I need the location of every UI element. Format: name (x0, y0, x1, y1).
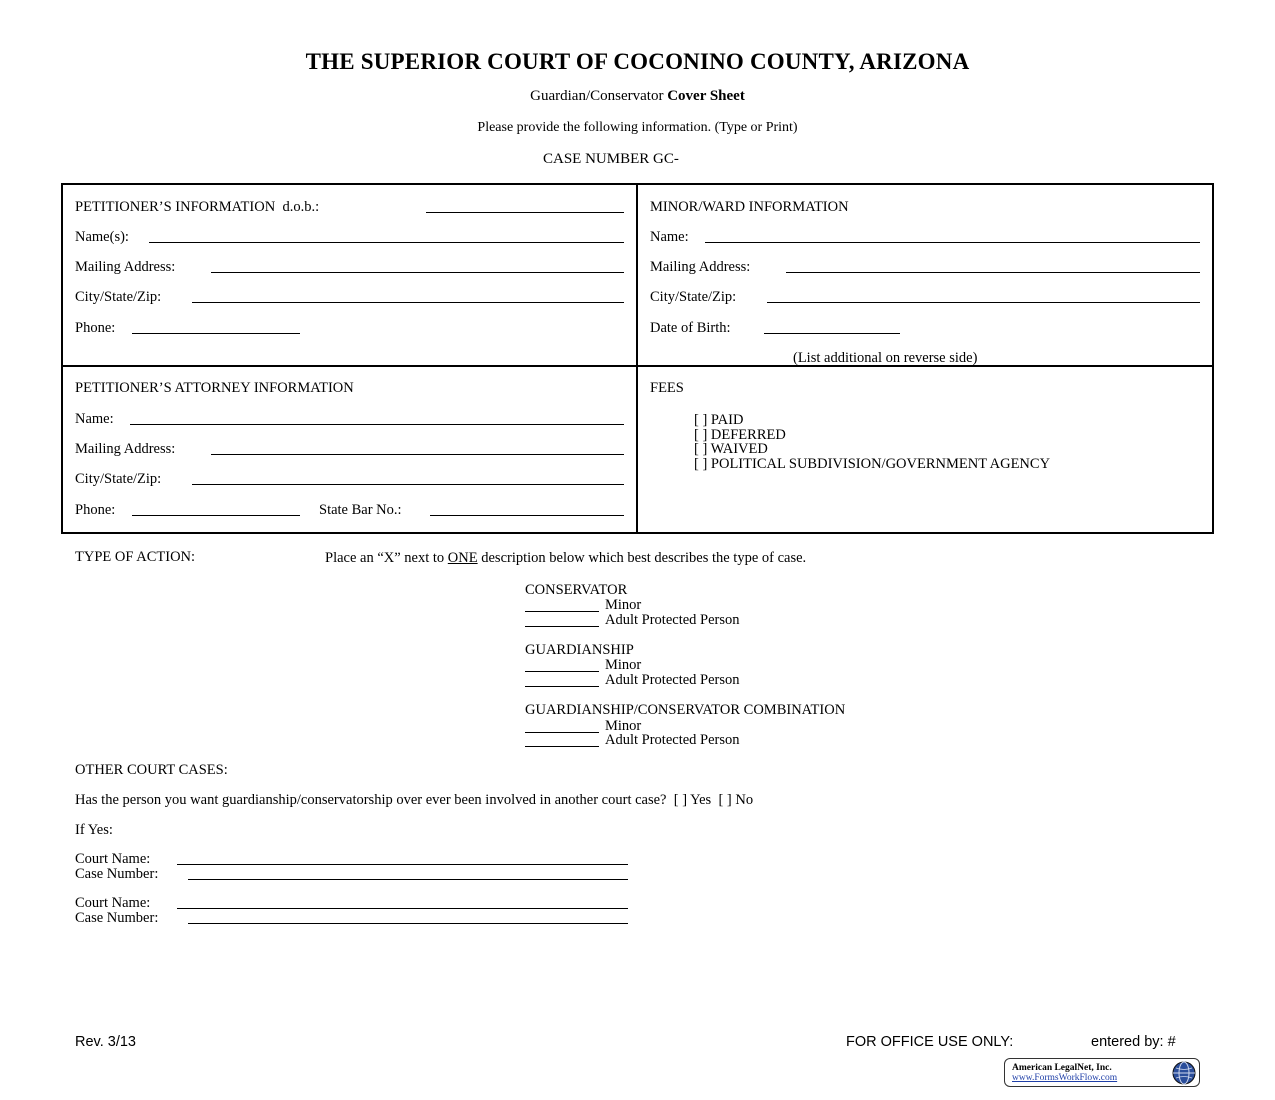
minor-address-field[interactable] (786, 272, 1200, 273)
box-vertical-divider (636, 183, 638, 534)
action-option-label: Minor (605, 657, 642, 673)
action-option-label: Adult Protected Person (605, 732, 740, 748)
attorney-bar-label: State Bar No.: (319, 502, 402, 518)
petitioner-city-label: City/State/Zip: (75, 289, 162, 305)
petitioner-phone-label: Phone: (75, 320, 116, 336)
attorney-heading: PETITIONER’S ATTORNEY INFORMATION (75, 380, 354, 396)
other-cases-question-row (75, 792, 753, 809)
action-blank[interactable] (525, 732, 599, 733)
petitioner-address-label: Mailing Address: (75, 259, 176, 275)
revision-label: Rev. 3/13 (75, 1034, 136, 1050)
fee-option-deferred[interactable]: [ ] DEFERRED (694, 427, 786, 443)
other-cases-heading: OTHER COURT CASES: (75, 762, 228, 778)
other-cases-yes[interactable]: [ ] Yes (673, 792, 712, 808)
action-blank[interactable] (525, 611, 599, 612)
instruction-emph: ONE (447, 550, 478, 566)
action-group-title: CONSERVATOR (525, 582, 628, 598)
fee-option-political[interactable]: [ ] POLITICAL SUBDIVISION/GOVERNMENT AGENCY (694, 456, 1051, 472)
petitioner-phone-field[interactable] (132, 333, 300, 334)
entered-by-label: entered by: # (1091, 1034, 1176, 1050)
office-use-label: FOR OFFICE USE ONLY: (846, 1034, 1014, 1050)
fees-heading: FEES (650, 380, 684, 396)
other-cases-question: Has the person you want guardianship/conservatorship over ever been involved in another court case? (75, 792, 667, 808)
action-blank[interactable] (525, 626, 599, 627)
petitioner-dob-field[interactable] (426, 212, 624, 213)
attorney-bar-field[interactable] (430, 515, 624, 516)
fee-option-paid[interactable]: [ ] PAID (694, 412, 744, 428)
petitioner-address-field[interactable] (211, 272, 624, 273)
action-group-title: GUARDIANSHIP/CONSERVATOR COMBINATION (525, 702, 846, 718)
if-yes-label: If Yes: (75, 822, 113, 838)
attorney-address-label: Mailing Address: (75, 441, 176, 457)
minor-dob-field[interactable] (764, 333, 900, 334)
minor-address-label: Mailing Address: (650, 259, 751, 275)
action-blank[interactable] (525, 671, 599, 672)
attorney-address-field[interactable] (211, 454, 624, 455)
attorney-name-field[interactable] (130, 424, 624, 425)
subtitle-bold: Cover Sheet (667, 88, 745, 104)
case-number-field[interactable] (188, 879, 628, 880)
globe-icon (1172, 1061, 1196, 1085)
other-cases-no[interactable]: [ ] No (718, 792, 754, 808)
action-group-title: GUARDIANSHIP (525, 642, 634, 658)
box-horizontal-divider (61, 365, 1214, 367)
instruction-pre: Place an “X” next to (325, 550, 448, 566)
petitioner-city-field[interactable] (192, 302, 624, 303)
instructions: Please provide the following information. (Type or Print) (477, 120, 798, 135)
fee-option-waived[interactable]: [ ] WAIVED (694, 441, 768, 457)
subtitle-normal: Guardian/Conservator (530, 88, 668, 104)
attorney-city-label: City/State/Zip: (75, 471, 162, 487)
case-number-label: CASE NUMBER GC- (543, 151, 679, 167)
petitioner-name-field[interactable] (149, 242, 624, 243)
attorney-city-field[interactable] (192, 484, 624, 485)
action-option-label: Minor (605, 718, 642, 734)
minor-additional-note: (List additional on reverse side) (793, 350, 978, 366)
court-name-field[interactable] (177, 864, 628, 865)
minor-city-label: City/State/Zip: (650, 289, 737, 305)
court-name-label: Court Name: (75, 851, 151, 867)
court-name-field[interactable] (177, 908, 628, 909)
petitioner-heading-text: PETITIONER’S INFORMATION (75, 199, 276, 215)
attorney-name-label: Name: (75, 411, 114, 427)
minor-city-field[interactable] (767, 302, 1200, 303)
minor-name-label: Name: (650, 229, 689, 245)
legalnet-logo[interactable] (1004, 1058, 1200, 1087)
page-title: THE SUPERIOR COURT OF COCONINO COUNTY, ARIZONA (305, 49, 970, 74)
minor-name-field[interactable] (705, 242, 1200, 243)
petitioner-name-label: Name(s): (75, 229, 129, 245)
action-blank[interactable] (525, 746, 599, 747)
minor-dob-label: Date of Birth: (650, 320, 731, 336)
action-option-label: Adult Protected Person (605, 672, 740, 688)
logo-company: American LegalNet, Inc. (1012, 1063, 1112, 1073)
attorney-phone-label: Phone: (75, 502, 116, 518)
petitioner-dob-label: d.o.b.: (282, 199, 320, 215)
case-number-field-label: Case Number: (75, 910, 159, 926)
instruction-post: description below which best describes the type of case. (477, 550, 807, 566)
petitioner-heading (75, 199, 319, 216)
type-of-action-label: TYPE OF ACTION: (75, 549, 196, 565)
form-subtitle (0, 88, 1275, 105)
minor-heading: MINOR/WARD INFORMATION (650, 199, 849, 215)
type-of-action-instruction (325, 550, 806, 567)
court-name-label: Court Name: (75, 895, 151, 911)
action-option-label: Adult Protected Person (605, 612, 740, 628)
case-number-field[interactable] (188, 923, 628, 924)
case-number-field-label: Case Number: (75, 866, 159, 882)
attorney-phone-field[interactable] (132, 515, 300, 516)
action-option-label: Minor (605, 597, 642, 613)
action-blank[interactable] (525, 686, 599, 687)
logo-url[interactable]: www.FormsWorkFlow.com (1012, 1073, 1118, 1083)
